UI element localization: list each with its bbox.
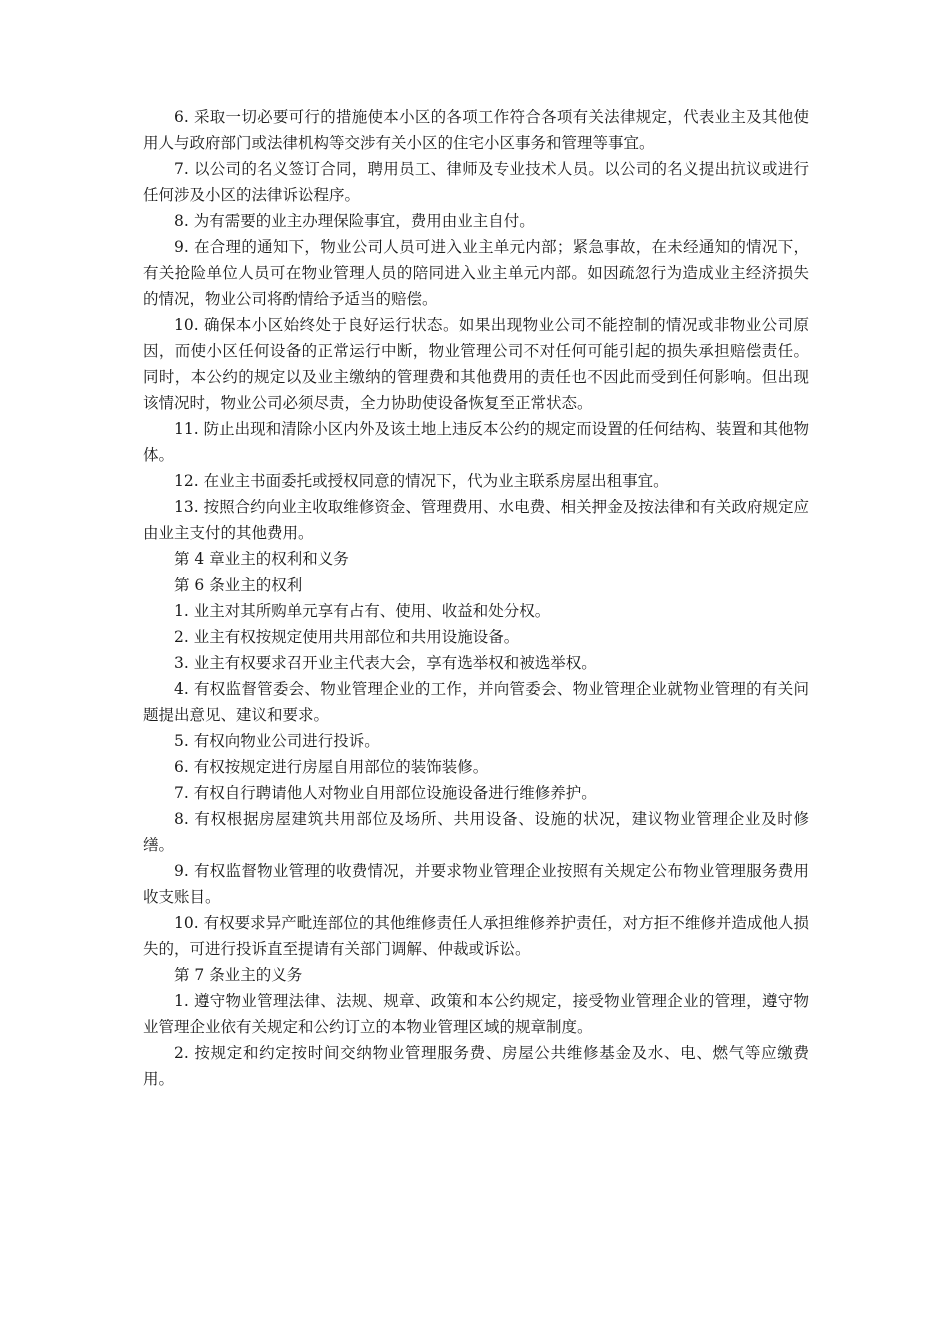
rights-item-1: 1. 业主对其所购单元享有占有、使用、收益和处分权。 — [174, 602, 551, 620]
paragraph-item-9-entry: 9. 在合理的通知下，物业公司人员可进入业主单元内部；紧急事故，在未经通知的情况下，有关抢险单位人员可在物业管理人员的陪同进入业主单元内部。如因疏忽行为造成业主经济损失的情况，物业公司将酌情给予适当的赔偿。 — [143, 238, 809, 308]
paragraph-item-8-insurance: 8. 为有需要的业主办理保险事宜，费用由业主自付。 — [174, 212, 535, 230]
paragraph-item-13-fees: 13. 按照合约向业主收取维修资金、管理费用、水电费、相关押金及按法律和有关政府规定应由业主支付的其他费用。 — [143, 498, 809, 542]
rights-item-9: 9. 有权监督物业管理的收费情况，并要求物业管理企业按照有关规定公布物业管理服务费用收支账目。 — [143, 862, 809, 906]
chapter-heading: 第 4 章业主的权利和义务 — [174, 550, 349, 568]
obligations-item-1: 1. 遵守物业管理法律、法规、规章、政策和本公约规定，接受物业管理企业的管理，遵守物业管理企业依有关规定和公约订立的本物业管理区域的规章制度。 — [143, 992, 809, 1036]
paragraph-item-10-operation: 10. 确保本小区始终处于良好运行状态。如果出现物业公司不能控制的情况或非物业公司原因，而使小区任何设备的正常运行中断，物业管理公司不对任何可能引起的损失承担赔偿责任。同时，本公约的规定以及业主缴纳的管理费和其他费用的责任也不因此而受到任何影响。但出现该情况时，物业公司必须尽责，全力协助使设备恢复至正常状态。 — [143, 316, 809, 412]
article-6-heading: 第 6 条业主的权利 — [174, 576, 303, 594]
rights-item-8: 8. 有权根据房屋建筑共用部位及场所、共用设备、设施的状况，建议物业管理企业及时修缮。 — [143, 810, 809, 854]
rights-item-5: 5. 有权向物业公司进行投诉。 — [174, 732, 380, 750]
paragraph-item-6-actions: 6. 采取一切必要可行的措施使本小区的各项工作符合各项有关法律规定，代表业主及其他使用人与政府部门或法律机构等交涉有关小区的住宅小区事务和管理等事宜。 — [143, 108, 809, 152]
rights-item-2: 2. 业主有权按规定使用共用部位和共用设施设备。 — [174, 628, 520, 646]
document-page — [143, 104, 809, 1092]
article-7-heading: 第 7 条业主的义务 — [174, 966, 303, 984]
rights-item-10: 10. 有权要求异产毗连部位的其他维修责任人承担维修养护责任，对方拒不维修并造成他人损失的，可进行投诉直至提请有关部门调解、仲裁或诉讼。 — [143, 914, 809, 958]
rights-item-3: 3. 业主有权要求召开业主代表大会，享有选举权和被选举权。 — [174, 654, 597, 672]
rights-item-6: 6. 有权按规定进行房屋自用部位的装饰装修。 — [174, 758, 489, 776]
rights-item-7: 7. 有权自行聘请他人对物业自用部位设施设备进行维修养护。 — [174, 784, 597, 802]
paragraph-item-11-structures: 11. 防止出现和清除小区内外及该土地上违反本公约的规定而设置的任何结构、装置和其他物体。 — [143, 420, 809, 464]
paragraph-item-7-contracts: 7. 以公司的名义签订合同，聘用员工、律师及专业技术人员。以公司的名义提出抗议或进行任何涉及小区的法律诉讼程序。 — [143, 160, 809, 204]
obligations-item-2: 2. 按规定和约定按时间交纳物业管理服务费、房屋公共维修基金及水、电、燃气等应缴费用。 — [143, 1044, 809, 1088]
rights-item-4: 4. 有权监督管委会、物业管理企业的工作，并向管委会、物业管理企业就物业管理的有关问题提出意见、建议和要求。 — [143, 680, 809, 724]
paragraph-item-12-rental: 12. 在业主书面委托或授权同意的情况下，代为业主联系房屋出租事宜。 — [174, 472, 669, 490]
